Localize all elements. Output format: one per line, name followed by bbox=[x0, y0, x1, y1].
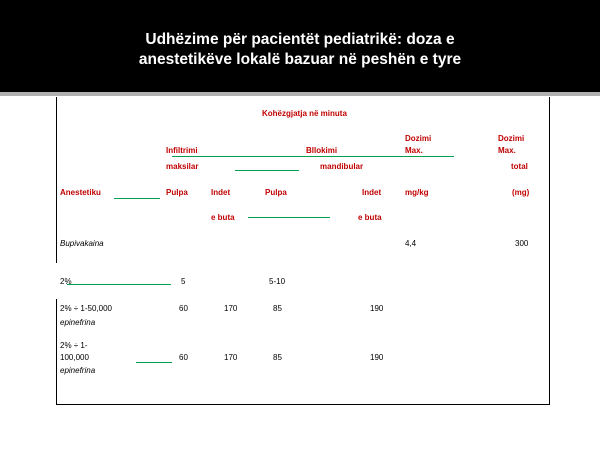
row-name-bupivakaina: Bupivakaina bbox=[60, 239, 104, 248]
header-mg: (mg) bbox=[512, 188, 530, 197]
slide-title-line-1: Udhëzime për pacientët pediatrikë: doza e bbox=[145, 31, 455, 48]
header-maksilar: maksilar bbox=[166, 162, 199, 171]
slide-title bbox=[60, 30, 540, 70]
header-anestetiku: Anestetiku bbox=[60, 188, 101, 197]
header-bllokimi: Bllokimi bbox=[306, 146, 338, 155]
header-rule-green bbox=[235, 170, 299, 171]
row-name-2pct: 2% bbox=[60, 277, 72, 286]
header-rule-green bbox=[248, 217, 330, 218]
header-dozimi-max-2a: Dozimi bbox=[498, 134, 525, 143]
header-rule-green bbox=[114, 198, 160, 199]
row-name-line-1: 2% ÷ 1- bbox=[60, 341, 88, 350]
header-duration: Kohëzgjatja në minuta bbox=[262, 109, 347, 118]
dosage-table bbox=[56, 97, 550, 405]
slide-title-line-2: anestetikëve lokalë bazuar në peshën e tyre bbox=[138, 51, 462, 68]
header-pulpa-2: Pulpa bbox=[265, 188, 287, 197]
header-e-buta-1: e buta bbox=[211, 213, 235, 222]
row-name-line-3: epinefrina bbox=[60, 366, 96, 375]
border-gap bbox=[56, 263, 58, 299]
row-rule-green bbox=[67, 284, 171, 285]
header-mandibular: mandibular bbox=[320, 162, 364, 171]
row-indet-2: 190 bbox=[370, 304, 384, 313]
row-pulpa: 60 bbox=[179, 304, 188, 313]
header-indet-1: Indet bbox=[211, 188, 231, 197]
row-indet-2: 190 bbox=[370, 353, 384, 362]
row-indet: 170 bbox=[224, 304, 238, 313]
row-pulpa: 60 bbox=[179, 353, 188, 362]
header-dozimi-max-2b: Max. bbox=[498, 146, 516, 155]
row-pulpa-2: 85 bbox=[273, 304, 282, 313]
row-mgkg: 4,4 bbox=[405, 239, 417, 248]
header-divider bbox=[0, 92, 600, 96]
header-dozimi-max-1a: Dozimi bbox=[405, 134, 432, 143]
header-mgkg: mg/kg bbox=[405, 188, 429, 197]
row-pulpa-2: 85 bbox=[273, 353, 282, 362]
row-name-line-2: epinefrina bbox=[60, 318, 96, 327]
header-e-buta-2: e buta bbox=[358, 213, 382, 222]
header-pulpa-1: Pulpa bbox=[166, 188, 188, 197]
row-rule-green bbox=[136, 362, 172, 363]
row-indet: 170 bbox=[224, 353, 238, 362]
row-pulpa-2: 5-10 bbox=[269, 277, 286, 286]
header-indet-2: Indet bbox=[362, 188, 382, 197]
row-name-line-1: 2% ÷ 1-50,000 bbox=[60, 304, 112, 313]
header-rule-green bbox=[172, 156, 454, 157]
row-pulpa: 5 bbox=[181, 277, 186, 286]
row-mg: 300 bbox=[515, 239, 529, 248]
header-infiltrimi: Infiltrimi bbox=[166, 146, 198, 155]
header-dozimi-max-1b: Max. bbox=[405, 146, 423, 155]
header-total: total bbox=[511, 162, 528, 171]
row-name-line-2: 100,000 bbox=[60, 353, 89, 362]
